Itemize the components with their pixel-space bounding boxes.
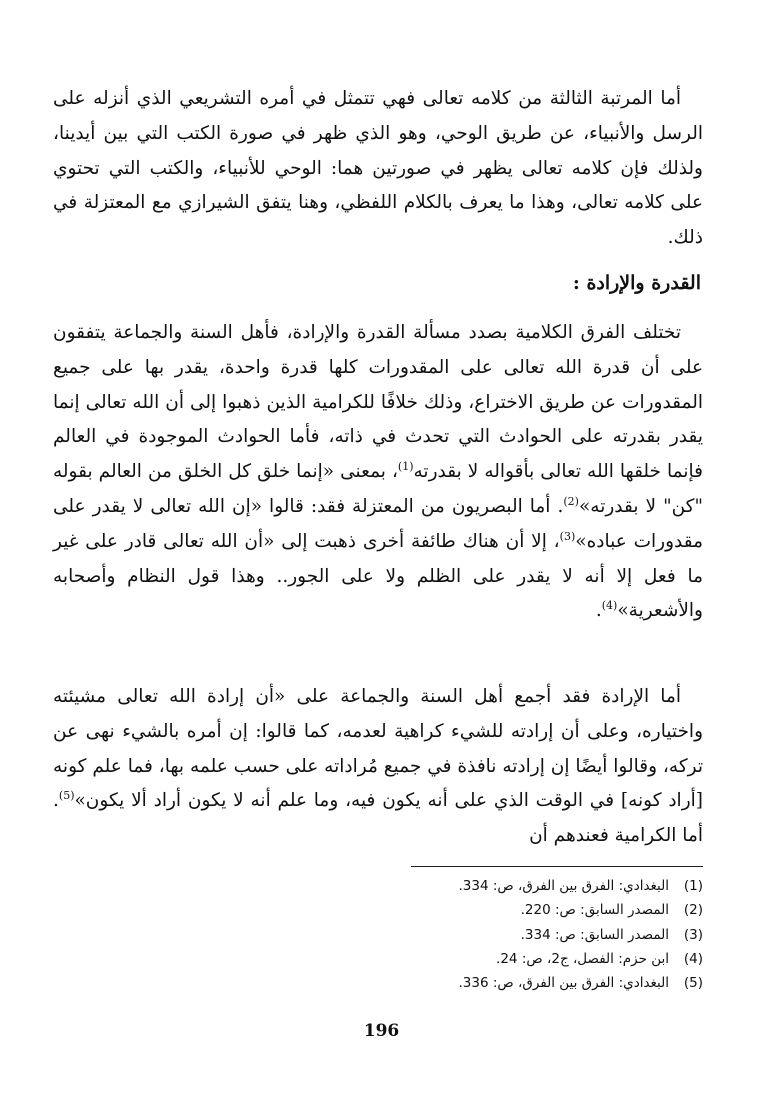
paragraph-3-part-b: . أما الكرامية فعندهم أن xyxy=(53,790,703,847)
footnote-text: المصدر السابق: ص: 334. xyxy=(520,926,669,943)
paragraph-2-part-a: تختلف الفرق الكلامية بصدد مسألة القدرة والإرادة، فأهل السنة والجماعة يتفقون على أن قدرة الله تعالى على المقدورات كلها قدرة واحدة، يقدر بها على جميع المقدورات عن طريق الاختراع، وذلك خلافًا للكرامية الذين ذهبوا إلى أن الله تعالى إنما يقدر بقدرته على الحوادث التي تحدث في ذاته، فأما الحوادث الموجودة في العالم فإنما خلقها الله تعالى بأقواله لا بقدرته xyxy=(53,322,703,483)
footnote-number: (1) xyxy=(683,878,703,894)
paragraph-3-text xyxy=(53,680,703,854)
paragraph-2-part-c: . أما البصريون من المعتزلة فقد: قالوا «إن الله تعالى لا يقدر على مقدورات عباده» xyxy=(53,495,703,552)
footnote-ref-3: (3) xyxy=(559,529,576,543)
footnote-item xyxy=(383,898,703,922)
section-heading: القدرة والإرادة : xyxy=(572,272,701,294)
footnote-text: البغدادي: الفرق بين الفرق، ص: 334. xyxy=(458,878,669,894)
paragraph-2 xyxy=(53,316,703,629)
footnote-text: ابن حزم: الفصل، ج2، ص: 24. xyxy=(496,950,669,967)
footnote-item xyxy=(383,971,703,995)
paragraph-1-text: أما المرتبة الثالثة من كلامه تعالى فهي تتمثل في أمره التشريعي الذي أنزله على الرسل والأنبياء، عن طريق الوحي، وهو الذي ظهر في صورة الكتب التي بين أيدينا، ولذلك فإن كلامه تعالى يظهر في صورتين هما: الوحي للأنبياء، والكتب التي تحتوي على كلامه تعالى، وهذا ما يعرف بالكلام اللفظي، وهنا يتفق الشيرازي مع المعتزلة في ذلك. xyxy=(53,88,703,249)
paragraph-2-part-d: ، إلا أن هناك طائفة أخرى ذهبت إلى «أن الله تعالى قادر على غير ما فعل إلا أنه لا يقدر على الظلم ولا على الجور.. وهذا قول النظام وأصحابه والأشعرية» xyxy=(53,530,703,622)
footnote-item xyxy=(383,923,703,947)
page-number: 196 xyxy=(363,1021,400,1041)
footnote-item xyxy=(383,947,703,971)
paragraph-3 xyxy=(53,680,703,854)
footnote-ref-1: (1) xyxy=(397,460,414,474)
footnote-item xyxy=(383,874,703,898)
footnote-text: المصدر السابق: ص: 220. xyxy=(520,902,669,919)
paragraph-2-part-e: . xyxy=(595,600,602,622)
paragraph-3-part-a: أما الإرادة فقد أجمع أهل السنة والجماعة على «أن إرادة الله تعالى مشيئته واختياره، وعلى أن إرادته للشيء كراهية لعدمه، كما قالوا: إن أمره بالشيء نهى عن تركه، وقالوا أيضًا إن إرادته نافذة في جميع مُراداته على حسب علمه بها، فما علم كونه [أراد كونه] في الوقت الذي على أنه يكون فيه، وما علم أنه لا يكون أراد ألا يكون» xyxy=(53,686,703,812)
paragraph-2-text xyxy=(53,316,703,629)
footnote-number: (2) xyxy=(683,902,703,919)
footnote-ref-2: (2) xyxy=(563,494,579,508)
footnote-divider xyxy=(411,866,703,867)
footnote-number: (3) xyxy=(683,926,703,943)
footnote-ref-4: (4) xyxy=(601,599,618,613)
footnote-number: (4) xyxy=(683,950,703,967)
paragraph-2-part-b: ، بمعنى «إنما خلق كل الخلق من العالم بقوله "كن" لا بقدرته» xyxy=(53,461,703,517)
footnotes-list xyxy=(383,874,703,995)
paragraph-1 xyxy=(53,82,703,256)
footnote-number: (5) xyxy=(683,975,703,992)
footnote-text: البغدادي: الفرق بين الفرق، ص: 336. xyxy=(458,975,669,992)
footnote-ref-5: (5) xyxy=(58,789,75,803)
